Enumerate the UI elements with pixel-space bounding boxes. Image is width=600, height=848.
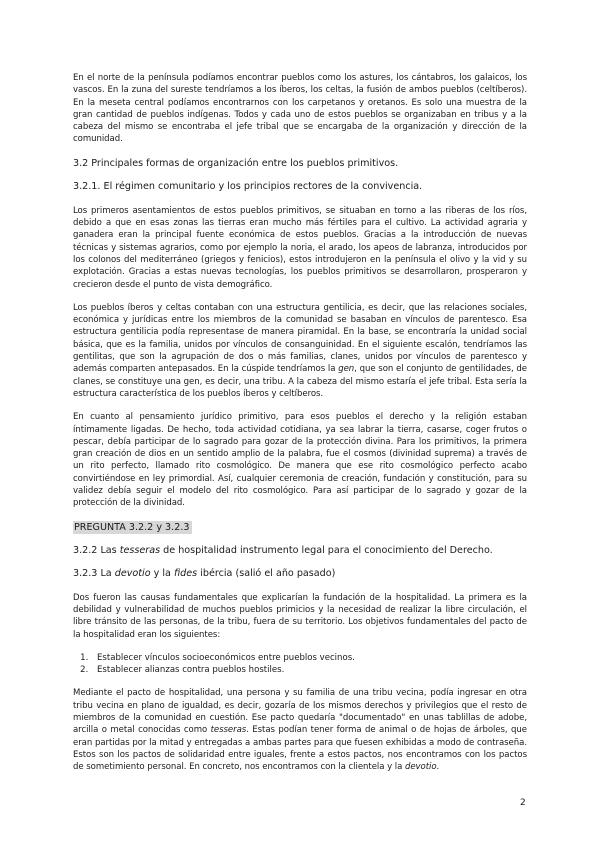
list-item: 1. Establecer vínculos socioeconómicos entre pueblos vecinos.	[91, 652, 527, 664]
question-highlight	[73, 521, 527, 534]
section-heading-3-2-2: 3.2.2 Las tesseras de hospitalidad instrumento legal para el conocimiento del Derecho.	[73, 544, 493, 556]
section-heading-3-2-1: 3.2.1. El régimen comunitario y los principios rectores de la convivencia.	[73, 180, 423, 192]
hospitality-causes-paragraph: Dos fueron las causas fundamentales que explicarían la fundación de la hospitalidad. La primera es la debilidad y vulnerabilidad de muchos pueblos primicios y la necesidad de realizar la libre circulación, el libre tránsito de las personas, de la tribu, fuera de su territorio. Los objetivos fundamentales del pacto de la hospitalidad eran los siguientes:	[73, 592, 527, 640]
objectives-list	[73, 652, 527, 677]
legal-thought-paragraph: En cuanto al pensamiento jurídico primitivo, para esos pueblos el derecho y la religión estaban íntimamente ligadas. De hecho, toda actividad cotidiana, ya sea labrar la tierra, casarse, coger frutos o pescar, debía participar de lo sagrado para gozar de la protección divina. Para los primitivos, la primera gran creación de dios en un sentido amplio de la palabra, fue el cosmos (divinidad suprema) a través de un rito perfecto, llamado rito cosmológico. De manera que ese rito cosmológico perfecto acabo convirtiéndose en ley primordial. Así, cualquier ceremonia de creación, fundación y constitución, para su validez debía seguir el modelo del rito cosmológico. Para así participar de lo sagrado y gozar de la protección de la divinidad.	[73, 412, 527, 509]
page-number: 2	[520, 798, 526, 808]
question-label: PREGUNTA 3.2.2 y 3.2.3	[73, 521, 192, 534]
settlements-paragraph: Los primeros asentamientos de estos pueblos primitivos, se situaban en torno a las riberas de los ríos, debido a que en esas zonas las tierras eran mucho más fértiles para el cultivo. La actividad agraria y ganadera eran la principal fuente económica de estos pueblos. Gracias a la introducción de nuevas técnicas y sistemas agrarios, como por ejemplo la noria, el arado, los apeos de labranza, introducidos por los colonos del mediterráneo (griegos y fenicios), estos introdujeron en la península el olivo y la vid y su explotación. Gracias a estas nuevas tecnologías, los pueblos primitivos se desarrollaron, prosperaron y crecieron desde el punto de vista demográfico.	[73, 205, 527, 290]
section-heading-3-2: 3.2 Principales formas de organización entre los pueblos primitivos.	[73, 157, 399, 169]
section-heading-3-2-3: 3.2.3 La devotio y la fides ibércia (salió el año pasado)	[73, 567, 336, 579]
gentilic-structure-paragraph: Los pueblos íberos y celtas contaban con una estructura gentilicia, es decir, que las relaciones sociales, económica y jurídicas entre los miembros de la comunidad se basaban en vínculos de parentesco. Esa estructura gentilicia podía representase de manera piramidal. En la base, se encontraría la unidad social básica, que es la familia, unidos por vínculos de consanguinidad. En el siguiente escalón, tendríamos las gentilitas, que son la agrupación de dos o más familias, clanes, unidos por vínculos de parentesco y además comparten antepasados. En la cúspide tendríamos la gen, que son el conjunto de gentilidades, de clanes, se constituye una gen, es decir, una tribu. A la cabeza del mismo estaría el jefe tribal. Esta sería la estructura característica de los pueblos íberos y celtíberos.	[73, 302, 527, 399]
gen-term: gen	[338, 364, 355, 375]
intro-paragraph: En el norte de la península podíamos encontrar pueblos como los astures, los cántabros, los galaicos, los vascos. En la zuna del sureste tendríamos a los íberos, los celtas, la fusión de ambos pueblos (celtíberos). En la meseta central podíamos encontrarnos con los carpetanos y oretanos. Es solo una muestra de la gran cantidad de pueblos indígenas. Todos y cada uno de estos pueblos se organizaban en tribus y a la cabeza del mismo se encontraba el jefe tribal que se encargaba de la organización y dirección de la comunidad.	[73, 73, 527, 145]
list-item: 2. Establecer alianzas contra pueblos hostiles.	[91, 664, 527, 676]
hospitality-pact-paragraph: Mediante el pacto de hospitalidad, una persona y su familia de una tribu vecina, podía ingresar en otra tribu vecina en plano de igualdad, es decir, gozaría de los mismos derechos y privilegios que el resto de miembros de la comunidad en cuestión. Ese pacto quedaría "documentado" en unas tablillas de adobe, arcilla o metal conocidas como tesseras. Estas podían tener forma de animal o de hojas de árboles, que eran partidas por la mitad y entregadas a ambas partes para que fuesen exhibidas a modo de contraseña. Estos son los pactos de solidaridad entre iguales, frente a estos pactos, nos encontramos con los pactos de sometimiento personal. En concreto, nos encontramos con la clientela y la devotio.	[73, 688, 527, 773]
page-content	[73, 72, 527, 784]
